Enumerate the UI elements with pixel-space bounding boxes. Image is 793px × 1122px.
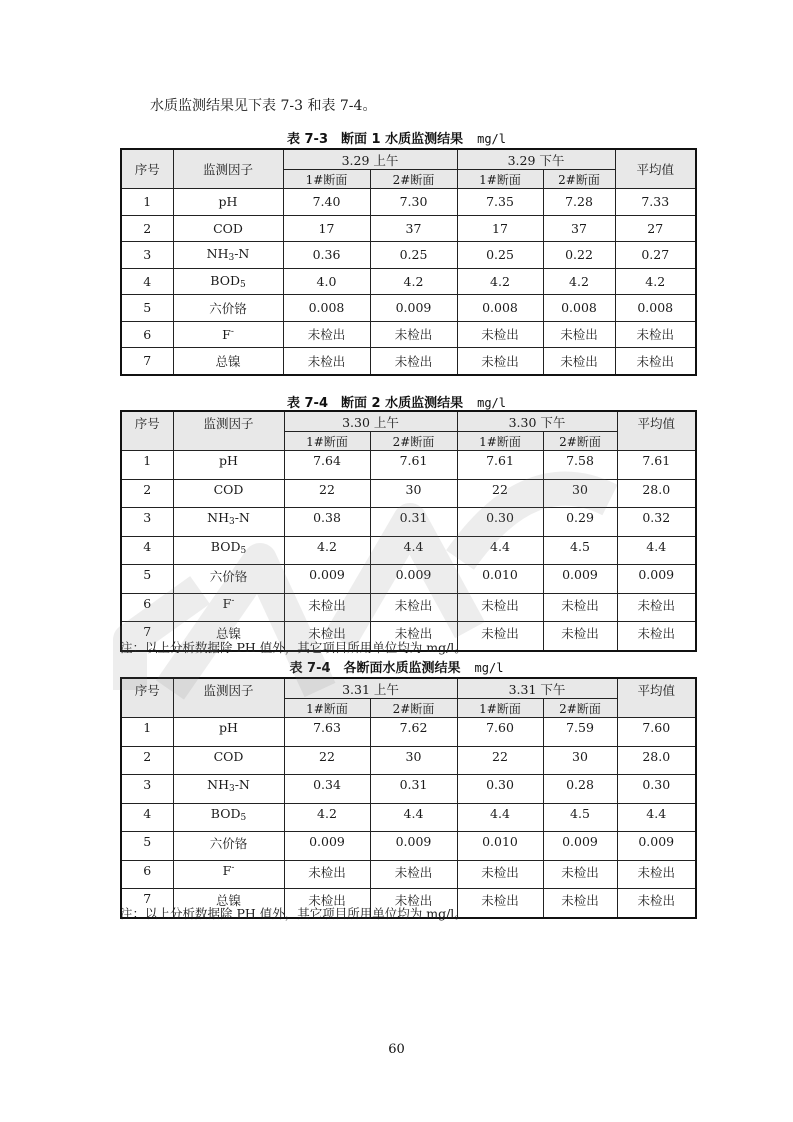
cell-seq: 7 xyxy=(121,348,173,375)
table-row xyxy=(121,593,696,622)
cell-pm-section-1: 7.35 xyxy=(457,189,543,216)
header-average: 平均值 xyxy=(617,411,696,451)
cell-am-section-1: 0.38 xyxy=(284,508,370,537)
cell-pm-section-2: 7.58 xyxy=(543,451,617,480)
header-pm-section-1: 1#断面 xyxy=(457,699,543,718)
page-number: 60 xyxy=(388,1042,405,1057)
table-row xyxy=(121,832,696,861)
cell-factor: $BOD_5$ xyxy=(173,536,284,565)
cell-pm-section-2: 4.5 xyxy=(543,536,617,565)
cell-am-section-2: 4.2 xyxy=(370,268,457,295)
cell-am-section-2: 未检出 xyxy=(370,889,457,918)
table-row xyxy=(121,508,696,537)
cell-average: 未检出 xyxy=(617,860,696,889)
cell-factor: pH xyxy=(173,718,284,747)
cell-am-section-1: 4.2 xyxy=(284,536,370,565)
cell-seq: 6 xyxy=(121,593,173,622)
header-period-am: 3.29 上午 xyxy=(283,149,457,170)
cell-pm-section-1: 0.25 xyxy=(457,242,543,269)
cell-am-section-1: 7.63 xyxy=(284,718,370,747)
header-period-am: 3.31 上午 xyxy=(284,678,457,699)
cell-pm-section-2: 0.008 xyxy=(543,295,615,322)
table-row xyxy=(121,803,696,832)
cell-am-section-1: 未检出 xyxy=(284,622,370,651)
header-am-section-1: 1#断面 xyxy=(283,170,370,189)
cell-average: 未检出 xyxy=(617,622,696,651)
cell-am-section-1: 7.40 xyxy=(283,189,370,216)
cell-am-section-1: 未检出 xyxy=(283,321,370,348)
cell-am-section-2: 未检出 xyxy=(370,622,457,651)
cell-average: 0.32 xyxy=(617,508,696,537)
cell-factor: 六价铬 xyxy=(173,565,284,594)
cell-am-section-2: 7.62 xyxy=(370,718,457,747)
cell-factor: pH xyxy=(173,451,284,480)
header-am-section-2: 2#断面 xyxy=(370,432,457,451)
cell-seq: 5 xyxy=(121,295,173,322)
header-am-section-1: 1#断面 xyxy=(284,432,370,451)
intro-paragraph: 水质监测结果见下表 7-3 和表 7-4。 xyxy=(150,98,377,114)
cell-average: 0.008 xyxy=(615,295,696,322)
cell-average: 7.60 xyxy=(617,718,696,747)
cell-pm-section-1: 4.2 xyxy=(457,268,543,295)
cell-pm-section-1: 22 xyxy=(457,746,543,775)
cell-average: 4.4 xyxy=(617,803,696,832)
header-pm-section-2: 2#断面 xyxy=(543,699,617,718)
cell-pm-section-2: 未检出 xyxy=(543,889,617,918)
cell-factor: $BOD_5$ xyxy=(173,268,283,295)
header-pm-section-2: 2#断面 xyxy=(543,432,617,451)
table-caption-1 xyxy=(0,128,793,147)
cell-pm-section-1: 未检出 xyxy=(457,593,543,622)
header-period-pm: 3.30 下午 xyxy=(457,411,617,432)
cell-seq: 2 xyxy=(121,746,173,775)
cell-factor: $NH_3-N$ xyxy=(173,508,284,537)
header-factor: 监测因子 xyxy=(173,678,284,718)
cell-pm-section-1: 7.61 xyxy=(457,451,543,480)
cell-seq: 4 xyxy=(121,536,173,565)
table-row xyxy=(121,189,696,216)
cell-factor: $BOD_5$ xyxy=(173,803,284,832)
cell-am-section-1: 22 xyxy=(284,479,370,508)
caption-unit: mg/l xyxy=(474,661,504,675)
cell-seq: 4 xyxy=(121,268,173,295)
table-row xyxy=(121,321,696,348)
table-row xyxy=(121,718,696,747)
cell-pm-section-1: 未检出 xyxy=(457,622,543,651)
cell-pm-section-2: 未检出 xyxy=(543,321,615,348)
cell-pm-section-1: 未检出 xyxy=(457,348,543,375)
header-average: 平均值 xyxy=(615,149,696,189)
cell-seq: 1 xyxy=(121,189,173,216)
header-am-section-2: 2#断面 xyxy=(370,170,457,189)
cell-pm-section-1: 0.010 xyxy=(457,832,543,861)
cell-pm-section-1: 未检出 xyxy=(457,321,543,348)
cell-factor: F- xyxy=(173,321,283,348)
cell-am-section-2: 37 xyxy=(370,215,457,242)
cell-pm-section-1: 0.30 xyxy=(457,508,543,537)
cell-factor: 六价铬 xyxy=(173,832,284,861)
cell-pm-section-1: 未检出 xyxy=(457,889,543,918)
cell-pm-section-2: 0.28 xyxy=(543,775,617,804)
cell-am-section-2: 4.4 xyxy=(370,536,457,565)
caption-text: 表 7-3 断面 1 水质监测结果 xyxy=(286,132,464,147)
header-pm-section-2: 2#断面 xyxy=(543,170,615,189)
cell-pm-section-2: 4.5 xyxy=(543,803,617,832)
cell-pm-section-2: 7.59 xyxy=(543,718,617,747)
table-row xyxy=(121,565,696,594)
cell-pm-section-2: 0.29 xyxy=(543,508,617,537)
cell-pm-section-2: 0.009 xyxy=(543,832,617,861)
table-row xyxy=(121,479,696,508)
header-am-section-1: 1#断面 xyxy=(284,699,370,718)
cell-am-section-2: 7.30 xyxy=(370,189,457,216)
cell-pm-section-1: 0.010 xyxy=(457,565,543,594)
cell-am-section-1: 0.36 xyxy=(283,242,370,269)
cell-average: 4.4 xyxy=(617,536,696,565)
header-am-section-2: 2#断面 xyxy=(370,699,457,718)
cell-average: 28.0 xyxy=(617,746,696,775)
cell-am-section-2: 7.61 xyxy=(370,451,457,480)
cell-pm-section-2: 未检出 xyxy=(543,593,617,622)
cell-factor: COD xyxy=(173,215,283,242)
caption-text: 表 7-4 各断面水质监测结果 xyxy=(289,661,461,676)
cell-pm-section-2: 30 xyxy=(543,746,617,775)
caption-unit: mg/l xyxy=(477,396,507,410)
table-row xyxy=(121,746,696,775)
cell-seq: 1 xyxy=(121,718,173,747)
header-average: 平均值 xyxy=(617,678,696,718)
cell-factor: 六价铬 xyxy=(173,295,283,322)
cell-average: 4.2 xyxy=(615,268,696,295)
caption-text: 表 7-4 断面 2 水质监测结果 xyxy=(286,396,464,411)
cell-average: 0.27 xyxy=(615,242,696,269)
cell-factor: F- xyxy=(173,860,284,889)
table-row xyxy=(121,242,696,269)
header-seq: 序号 xyxy=(121,411,173,451)
cell-factor: COD xyxy=(173,479,284,508)
cell-pm-section-2: 0.009 xyxy=(543,565,617,594)
cell-pm-section-2: 0.22 xyxy=(543,242,615,269)
cell-seq: 7 xyxy=(121,622,173,651)
cell-am-section-1: 0.009 xyxy=(284,565,370,594)
header-factor: 监测因子 xyxy=(173,149,283,189)
cell-seq: 2 xyxy=(121,215,173,242)
table-row xyxy=(121,451,696,480)
table-row xyxy=(121,348,696,375)
cell-pm-section-1: 0.008 xyxy=(457,295,543,322)
cell-am-section-1: 未检出 xyxy=(284,593,370,622)
cell-am-section-2: 0.25 xyxy=(370,242,457,269)
cell-factor: 总镍 xyxy=(173,889,284,918)
cell-seq: 7 xyxy=(121,889,173,918)
table-caption-2 xyxy=(0,392,793,411)
cell-factor: COD xyxy=(173,746,284,775)
caption-unit: mg/l xyxy=(477,132,507,146)
cell-am-section-2: 0.31 xyxy=(370,775,457,804)
cell-seq: 2 xyxy=(121,479,173,508)
header-period-pm: 3.31 下午 xyxy=(457,678,617,699)
cell-average: 未检出 xyxy=(615,348,696,375)
header-period-am: 3.30 上午 xyxy=(284,411,457,432)
cell-am-section-2: 0.009 xyxy=(370,295,457,322)
cell-average: 0.009 xyxy=(617,832,696,861)
cell-pm-section-1: 22 xyxy=(457,479,543,508)
cell-factor: $NH_3-N$ xyxy=(173,242,283,269)
cell-am-section-2: 0.009 xyxy=(370,832,457,861)
cell-average: 0.30 xyxy=(617,775,696,804)
cell-average: 7.33 xyxy=(615,189,696,216)
cell-factor: F- xyxy=(173,593,284,622)
cell-am-section-1: 未检出 xyxy=(284,889,370,918)
cell-am-section-1: 未检出 xyxy=(283,348,370,375)
cell-am-section-1: 4.2 xyxy=(284,803,370,832)
monitoring-table-1 xyxy=(120,148,697,376)
table-note-2: 注：以上分析数据除 PH 值外，其它项目所用单位均为 mg/l。 xyxy=(120,640,467,655)
cell-pm-section-1: 4.4 xyxy=(457,536,543,565)
cell-am-section-2: 未检出 xyxy=(370,348,457,375)
header-pm-section-1: 1#断面 xyxy=(457,432,543,451)
cell-pm-section-2: 未检出 xyxy=(543,622,617,651)
cell-am-section-2: 未检出 xyxy=(370,593,457,622)
cell-am-section-2: 0.009 xyxy=(370,565,457,594)
table-caption-3 xyxy=(0,657,793,676)
header-factor: 监测因子 xyxy=(173,411,284,451)
cell-factor: pH xyxy=(173,189,283,216)
cell-pm-section-1: 7.60 xyxy=(457,718,543,747)
cell-seq: 4 xyxy=(121,803,173,832)
table-note-3: 注：以上分析数据除 PH 值外，其它项目所用单位均为 mg/l。 xyxy=(120,906,467,921)
cell-factor: $NH_3-N$ xyxy=(173,775,284,804)
table-row xyxy=(121,215,696,242)
cell-am-section-1: 0.34 xyxy=(284,775,370,804)
cell-am-section-2: 4.4 xyxy=(370,803,457,832)
cell-am-section-1: 22 xyxy=(284,746,370,775)
cell-average: 27 xyxy=(615,215,696,242)
cell-seq: 1 xyxy=(121,451,173,480)
cell-seq: 5 xyxy=(121,565,173,594)
table-row xyxy=(121,860,696,889)
cell-pm-section-1: 17 xyxy=(457,215,543,242)
cell-pm-section-2: 未检出 xyxy=(543,348,615,375)
cell-average: 0.009 xyxy=(617,565,696,594)
cell-pm-section-2: 30 xyxy=(543,479,617,508)
cell-average: 未检出 xyxy=(615,321,696,348)
cell-seq: 3 xyxy=(121,508,173,537)
cell-am-section-2: 30 xyxy=(370,746,457,775)
cell-am-section-1: 4.0 xyxy=(283,268,370,295)
monitoring-table-2 xyxy=(120,410,697,652)
cell-am-section-1: 17 xyxy=(283,215,370,242)
cell-average: 28.0 xyxy=(617,479,696,508)
cell-am-section-1: 未检出 xyxy=(284,860,370,889)
cell-pm-section-1: 4.4 xyxy=(457,803,543,832)
monitoring-table-3 xyxy=(120,677,697,919)
cell-am-section-2: 0.31 xyxy=(370,508,457,537)
cell-factor: 总镍 xyxy=(173,622,284,651)
cell-seq: 3 xyxy=(121,242,173,269)
cell-seq: 3 xyxy=(121,775,173,804)
cell-factor: 总镍 xyxy=(173,348,283,375)
cell-seq: 6 xyxy=(121,321,173,348)
cell-pm-section-2: 37 xyxy=(543,215,615,242)
cell-average: 未检出 xyxy=(617,593,696,622)
cell-seq: 5 xyxy=(121,832,173,861)
cell-pm-section-2: 未检出 xyxy=(543,860,617,889)
header-seq: 序号 xyxy=(121,149,173,189)
header-seq: 序号 xyxy=(121,678,173,718)
table-row xyxy=(121,268,696,295)
cell-seq: 6 xyxy=(121,860,173,889)
cell-am-section-2: 未检出 xyxy=(370,321,457,348)
cell-pm-section-2: 7.28 xyxy=(543,189,615,216)
table-row xyxy=(121,536,696,565)
cell-pm-section-2: 4.2 xyxy=(543,268,615,295)
cell-am-section-2: 30 xyxy=(370,479,457,508)
cell-am-section-1: 0.008 xyxy=(283,295,370,322)
cell-pm-section-1: 未检出 xyxy=(457,860,543,889)
table-row xyxy=(121,775,696,804)
header-period-pm: 3.29 下午 xyxy=(457,149,615,170)
cell-am-section-1: 7.64 xyxy=(284,451,370,480)
cell-am-section-2: 未检出 xyxy=(370,860,457,889)
table-row xyxy=(121,295,696,322)
cell-am-section-1: 0.009 xyxy=(284,832,370,861)
cell-average: 7.61 xyxy=(617,451,696,480)
header-pm-section-1: 1#断面 xyxy=(457,170,543,189)
cell-pm-section-1: 0.30 xyxy=(457,775,543,804)
cell-average: 未检出 xyxy=(617,889,696,918)
